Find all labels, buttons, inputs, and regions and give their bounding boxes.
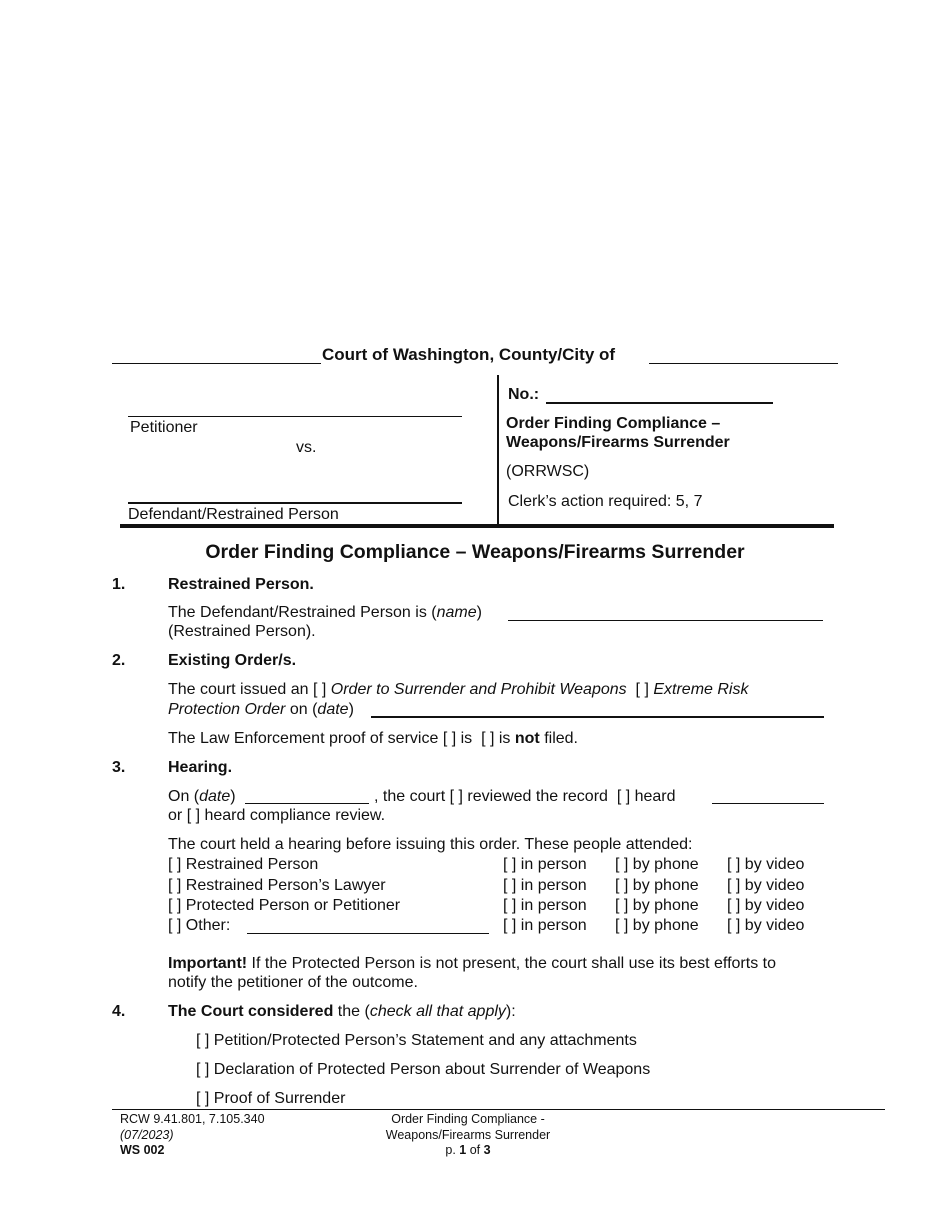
attendee-row-restrained	[168, 856, 318, 874]
hearing-on-label: On (date)	[168, 788, 236, 805]
case-number-label: No.:	[508, 386, 540, 403]
by-phone-checkbox[interactable]: [ ]	[615, 897, 629, 914]
in-person-checkbox[interactable]: [ ]	[503, 877, 517, 894]
heard-compliance-checkbox[interactable]: [ ]	[186, 807, 201, 824]
important-note: Important! If the Protected Person is not present, the court shall use its best efforts to	[168, 955, 776, 972]
attended-intro: The court held a hearing before issuing this order. These people attended:	[168, 836, 693, 853]
attendance-mode-row: [ ] in person	[503, 897, 587, 914]
court-title: Court of Washington, County/City of	[322, 345, 616, 364]
considered-item: [ ] Declaration of Protected Person about Surrender of Weapons	[196, 1061, 651, 1078]
attendance-mode-row: [ ] by video	[727, 856, 805, 873]
considered-checkbox[interactable]: [ ]	[196, 1032, 210, 1049]
footer-rule	[112, 1109, 885, 1110]
considered-checkbox[interactable]: [ ]	[196, 1090, 210, 1107]
attendee-row-protected	[168, 897, 400, 915]
petitioner-name-line[interactable]	[128, 416, 462, 417]
county-name-line-left	[112, 363, 321, 364]
section-1-text-line2: (Restrained Person).	[168, 623, 316, 640]
hearing-court-text: , the court [ ] reviewed the record [ ] heard	[374, 788, 676, 805]
versus-label: vs.	[296, 439, 317, 456]
attendee-checkbox[interactable]: [ ]	[168, 856, 182, 873]
by-video-checkbox[interactable]: [ ]	[727, 897, 741, 914]
attendee-checkbox[interactable]: [ ]	[168, 897, 182, 914]
hearing-date-line[interactable]	[245, 803, 369, 804]
footer-rcw: RCW 9.41.801, 7.105.340	[120, 1112, 265, 1126]
attendee-row-lawyer	[168, 877, 386, 895]
reviewed-record-checkbox[interactable]: [ ]	[449, 788, 463, 805]
section-3-heading: Hearing.	[168, 759, 233, 776]
section-1-number: 1.	[112, 576, 126, 593]
section-1-text: The Defendant/Restrained Person is (name)	[168, 604, 482, 621]
in-person-checkbox[interactable]: [ ]	[503, 856, 517, 873]
important-note-line2: notify the petitioner of the outcome.	[168, 974, 418, 991]
attendee-row-other	[168, 917, 230, 935]
footer-title: Order Finding Compliance - Weapons/Firearms Surrender p. 1 of 3	[368, 1112, 568, 1159]
restrained-person-name-line[interactable]	[508, 620, 823, 621]
defendant-label: Defendant/Restrained Person	[128, 506, 339, 523]
attendee-checkbox[interactable]: [ ]	[168, 877, 182, 894]
by-video-checkbox[interactable]: [ ]	[727, 877, 741, 894]
form-title-line1: Order Finding Compliance –	[506, 415, 721, 432]
order-to-surrender-checkbox[interactable]: [ ]	[312, 681, 327, 698]
order-issued-text-line2: Protection Order on (date)	[168, 701, 354, 718]
attendance-mode-row: [ ] in person	[503, 856, 587, 873]
heard-checkbox[interactable]: [ ]	[616, 788, 631, 805]
caption-bottom-rule	[120, 524, 834, 528]
attendee-checkbox[interactable]: [ ]	[168, 917, 182, 934]
heard-line[interactable]	[712, 803, 824, 804]
section-2-heading: Existing Order/s.	[168, 652, 297, 669]
in-person-checkbox[interactable]: [ ]	[503, 917, 517, 934]
proof-of-service-text: The Law Enforcement proof of service [ ] is [ ] is not filed.	[168, 730, 578, 747]
hearing-or-line: or [ ] heard compliance review.	[168, 807, 386, 824]
by-phone-checkbox[interactable]: [ ]	[615, 877, 629, 894]
attendee-label: Restrained Person’s Lawyer	[185, 877, 386, 894]
petitioner-label: Petitioner	[130, 419, 198, 436]
page-number: p. 1 of 3	[445, 1143, 491, 1157]
section-3-number: 3.	[112, 759, 126, 776]
attendance-mode-row: [ ] by video	[727, 917, 805, 934]
in-person-checkbox[interactable]: [ ]	[503, 897, 517, 914]
form-code: (ORRWSC)	[506, 463, 590, 480]
considered-item: [ ] Petition/Protected Person’s Statement and any attachments	[196, 1032, 637, 1049]
by-phone-checkbox[interactable]: [ ]	[615, 917, 629, 934]
section-1-heading: Restrained Person.	[168, 576, 314, 593]
attendee-label: Protected Person or Petitioner	[185, 897, 401, 914]
form-title-line2: Weapons/Firearms Surrender	[506, 434, 730, 451]
defendant-name-line[interactable]	[128, 502, 462, 504]
considered-checkbox[interactable]: [ ]	[196, 1061, 210, 1078]
section-2-number: 2.	[112, 652, 126, 669]
proof-not-filed-checkbox[interactable]: [ ]	[481, 730, 495, 747]
considered-item: [ ] Proof of Surrender	[196, 1090, 346, 1107]
other-attendee-line[interactable]	[247, 933, 489, 934]
clerk-action: Clerk’s action required: 5, 7	[508, 493, 703, 510]
footer-date: (07/2023)	[120, 1128, 174, 1142]
attendance-mode-row: [ ] in person	[503, 917, 587, 934]
caption-divider	[497, 375, 499, 525]
attendee-label: Restrained Person	[185, 856, 319, 873]
county-name-line-right[interactable]	[649, 363, 838, 364]
attendance-mode-row: [ ] by phone	[615, 856, 699, 873]
attendance-mode-row: [ ] in person	[503, 877, 587, 894]
extreme-risk-order-checkbox[interactable]: [ ]	[635, 681, 649, 698]
by-video-checkbox[interactable]: [ ]	[727, 856, 741, 873]
attendee-label: Other:	[185, 917, 231, 934]
order-date-line[interactable]	[371, 716, 824, 718]
footer-form-number: WS 002	[120, 1143, 165, 1157]
proof-filed-checkbox[interactable]: [ ]	[442, 730, 457, 747]
section-4-heading: The Court considered the (check all that apply):	[168, 1003, 516, 1020]
attendance-mode-row: [ ] by video	[727, 897, 805, 914]
attendance-mode-row: [ ] by phone	[615, 917, 699, 934]
page-title: Order Finding Compliance – Weapons/Firearms Surrender	[205, 541, 745, 563]
attendance-mode-row: [ ] by video	[727, 877, 805, 894]
order-issued-text: The court issued an [ ] Order to Surrender and Prohibit Weapons [ ] Extreme Risk	[168, 681, 749, 698]
attendance-mode-row: [ ] by phone	[615, 897, 699, 914]
by-phone-checkbox[interactable]: [ ]	[615, 856, 629, 873]
section-4-number: 4.	[112, 1003, 126, 1020]
case-number-line[interactable]	[546, 402, 773, 404]
attendance-mode-row: [ ] by phone	[615, 877, 699, 894]
by-video-checkbox[interactable]: [ ]	[727, 917, 741, 934]
